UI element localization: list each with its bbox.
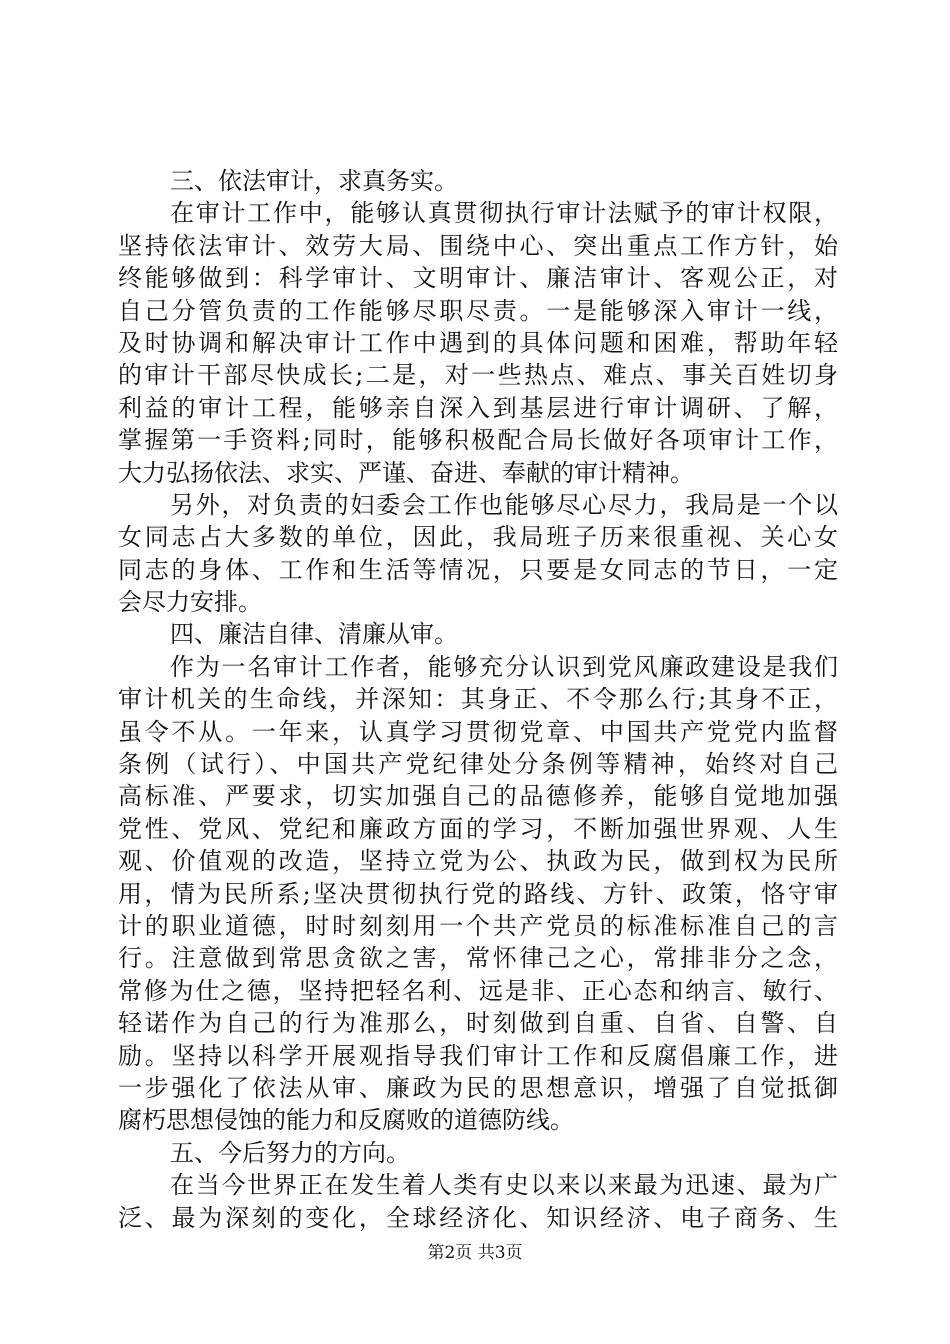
text-line: 自己分管负责的工作能够尽职尽责。一是能够深入审计一线， [118, 296, 838, 325]
text-line: 三、依法审计，求真务实。 [170, 167, 458, 195]
text-line: 大力弘扬依法、求实、严谨、奋进、奉献的审计精神。 [118, 458, 694, 487]
text-line: 同志的身体、工作和生活等情况，只要是女同志的节日，一定 [118, 555, 838, 584]
text-line: 虽令不从。一年来，认真学习贯彻党章、中国共产党党内监督 [118, 717, 838, 746]
text-line: 审计机关的生命线，并深知：其身正、不令那么行;其身不正， [118, 685, 838, 714]
text-line: 坚持依法审计、效劳大局、围绕中心、突出重点工作方针，始 [118, 231, 838, 260]
text-line: 一步强化了依法从审、廉政为民的思想意识，增强了自觉抵御 [118, 1073, 838, 1102]
text-line: 四、廉洁自律、清廉从审。 [170, 620, 458, 649]
text-line: 及时协调和解决审计工作中遇到的具体问题和困难，帮助年轻 [118, 328, 838, 357]
text-line: 会尽力安排。 [118, 588, 262, 617]
text-line: 泛、最为深刻的变化，全球经济化、知识经济、电子商务、生 [118, 1203, 838, 1232]
text-line: 行。注意做到常思贪欲之害，常怀律己之心，常排非分之念， [118, 944, 838, 973]
text-line: 五、今后努力的方向。 [170, 1138, 410, 1167]
text-line: 腐朽思想侵蚀的能力和反腐败的道德防线。 [118, 1106, 574, 1135]
text-line: 条例（试行）、中国共产党纪律处分条例等精神，始终对自己 [118, 750, 838, 779]
text-line: 轻诺作为自己的行为准那么，时刻做到自重、自省、自警、自 [118, 1009, 838, 1038]
text-line: 掌握第一手资料;同时，能够积极配合局长做好各项审计工作， [118, 426, 838, 455]
text-line: 的审计干部尽快成长;二是，对一些热点、难点、事关百姓切身 [118, 361, 838, 390]
text-line: 计的职业道德，时时刻刻用一个共产党员的标准标准自己的言 [118, 911, 838, 940]
text-line: 常修为仕之德，坚持把轻名利、远是非、正心态和纳言、敏行、 [118, 976, 838, 1005]
text-line: 用，情为民所系;坚决贯彻执行党的路线、方针、政策，恪守审 [118, 879, 838, 908]
text-line: 利益的审计工程，能够亲自深入到基层进行审计调研、了解， [118, 393, 838, 422]
text-line: 终能够做到：科学审计、文明审计、廉洁审计、客观公正，对 [118, 264, 838, 293]
text-line: 在审计工作中，能够认真贯彻执行审计法赋予的审计权限， [170, 199, 838, 228]
document-body [118, 165, 838, 1234]
text-line: 观、价值观的改造，坚持立党为公、执政为民，做到权为民所 [118, 847, 838, 876]
text-line: 女同志占大多数的单位，因此，我局班子历来很重视、关心女 [118, 523, 838, 552]
page-footer: 第2页 共3页 [427, 1243, 523, 1263]
text-line: 高标准、严要求，切实加强自己的品德修养，能够自觉地加强 [118, 782, 838, 811]
text-line: 另外，对负责的妇委会工作也能够尽心尽力，我局是一个以 [170, 490, 838, 519]
text-line: 在当今世界正在发生着人类有史以来以来最为迅速、最为广 [170, 1171, 838, 1200]
text-line: 励。坚持以科学开展观指导我们审计工作和反腐倡廉工作，进 [118, 1041, 838, 1070]
text-line: 作为一名审计工作者，能够充分认识到党风廉政建设是我们 [170, 652, 838, 681]
text-line: 党性、党风、党纪和廉政方面的学习，不断加强世界观、人生 [118, 814, 838, 843]
